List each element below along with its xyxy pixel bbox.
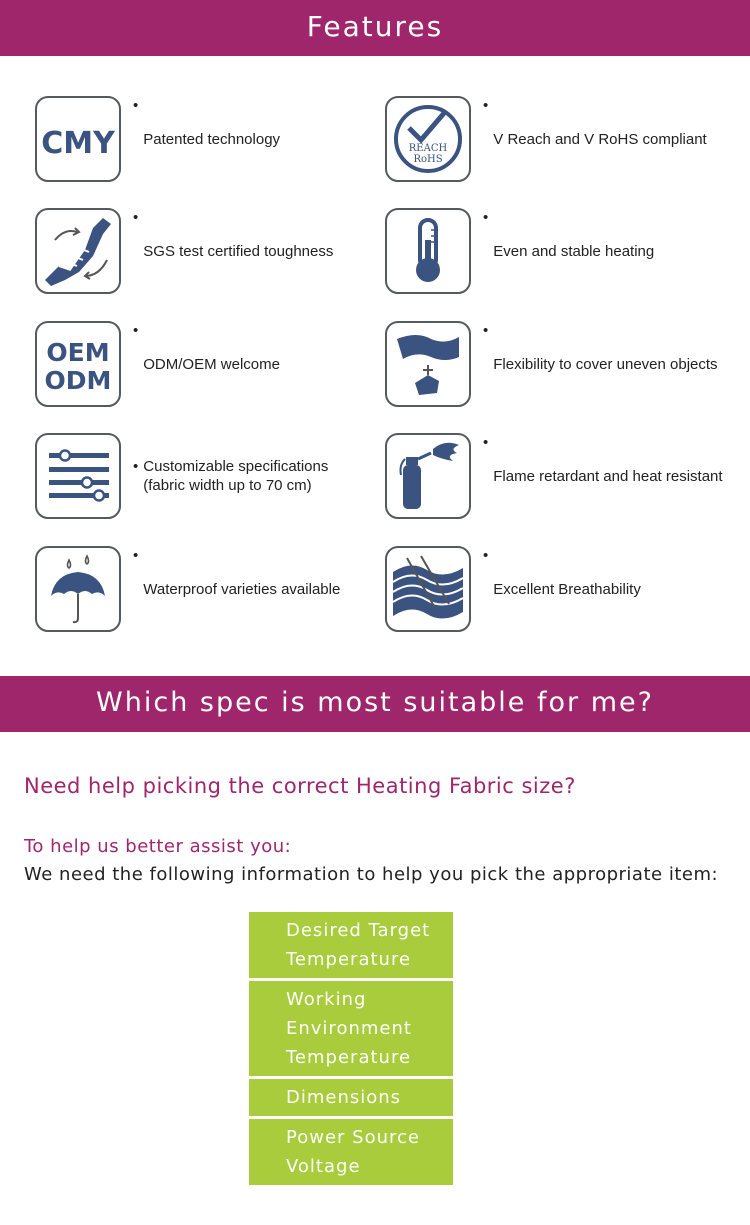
feature-customizable: • Customizable specifications (fabric width up to 70 cm): [35, 433, 395, 523]
feature-flame: • Flame retardant and heat resistant: [385, 433, 745, 523]
help-subtitle: To help us better assist you:: [24, 836, 292, 857]
breathable-fabric-icon: [385, 546, 471, 632]
feature-flexibility: • Flexibility to cover uneven objects: [385, 321, 745, 411]
feature-breathability: • Excellent Breathability: [385, 546, 745, 636]
odm-icon-text: ODM: [44, 366, 112, 395]
feature-text-line-1: Customizable specifications: [143, 458, 329, 475]
sliders-icon: [35, 433, 121, 519]
feature-text-line-2: (fabric width up to 70 cm): [143, 477, 312, 494]
reach-icon-text: REACH: [408, 143, 448, 154]
spec-banner: [0, 676, 750, 732]
spec-item-environment-temperature: Working Environment Temperature: [249, 981, 453, 1076]
feature-waterproof: • Waterproof varieties available: [35, 546, 395, 636]
spec-item-target-temperature: Desired Target Temperature: [249, 912, 453, 978]
help-body: We need the following information to help you pick the appropriate item:: [24, 864, 719, 885]
feature-text: Waterproof varieties available: [143, 580, 341, 598]
feature-oem: OEM ODM • ODM/OEM welcome: [35, 321, 395, 411]
spec-banner-title: Which spec is most suitable for me?: [96, 687, 654, 718]
rohs-icon-text: RoHS: [413, 154, 443, 165]
feature-text: SGS test certified toughness: [143, 242, 334, 260]
features-grid: [0, 56, 750, 642]
cmy-icon-text: CMY: [41, 126, 115, 161]
umbrella-icon: [35, 546, 121, 632]
oem-odm-icon: [35, 321, 121, 407]
feature-toughness: • SGS test certified toughness: [35, 208, 395, 298]
reach-rohs-icon: [385, 96, 471, 182]
fire-extinguisher-icon: [385, 433, 471, 519]
features-banner: [0, 0, 750, 56]
feature-reach-rohs: REACH RoHS • V Reach and V RoHS compliant: [385, 96, 745, 186]
features-title: Features: [306, 10, 444, 43]
cmy-icon: [35, 96, 121, 182]
feature-text: ODM/OEM welcome: [143, 355, 280, 373]
twisted-fabric-icon: [35, 208, 121, 294]
feature-text: Excellent Breathability: [493, 580, 641, 598]
spec-item-dimensions: Dimensions: [249, 1079, 453, 1116]
spec-list: [249, 912, 453, 1188]
feature-text: V Reach and V RoHS compliant: [493, 130, 707, 148]
feature-patented: CMY • Patented technology: [35, 96, 395, 186]
feature-text: Patented technology: [143, 130, 281, 148]
feature-text: Flame retardant and heat resistant: [493, 467, 723, 485]
thermometer-icon: [385, 208, 471, 294]
feature-heating: • Even and stable heating: [385, 208, 745, 298]
spec-item-power-voltage: Power Source Voltage: [249, 1119, 453, 1185]
feature-text: Even and stable heating: [493, 242, 655, 260]
feature-text: Flexibility to cover uneven objects: [493, 355, 718, 373]
flexible-fabric-icon: [385, 321, 471, 407]
help-title: Need help picking the correct Heating Fabric size?: [24, 774, 576, 798]
oem-icon-text: OEM: [46, 338, 110, 367]
